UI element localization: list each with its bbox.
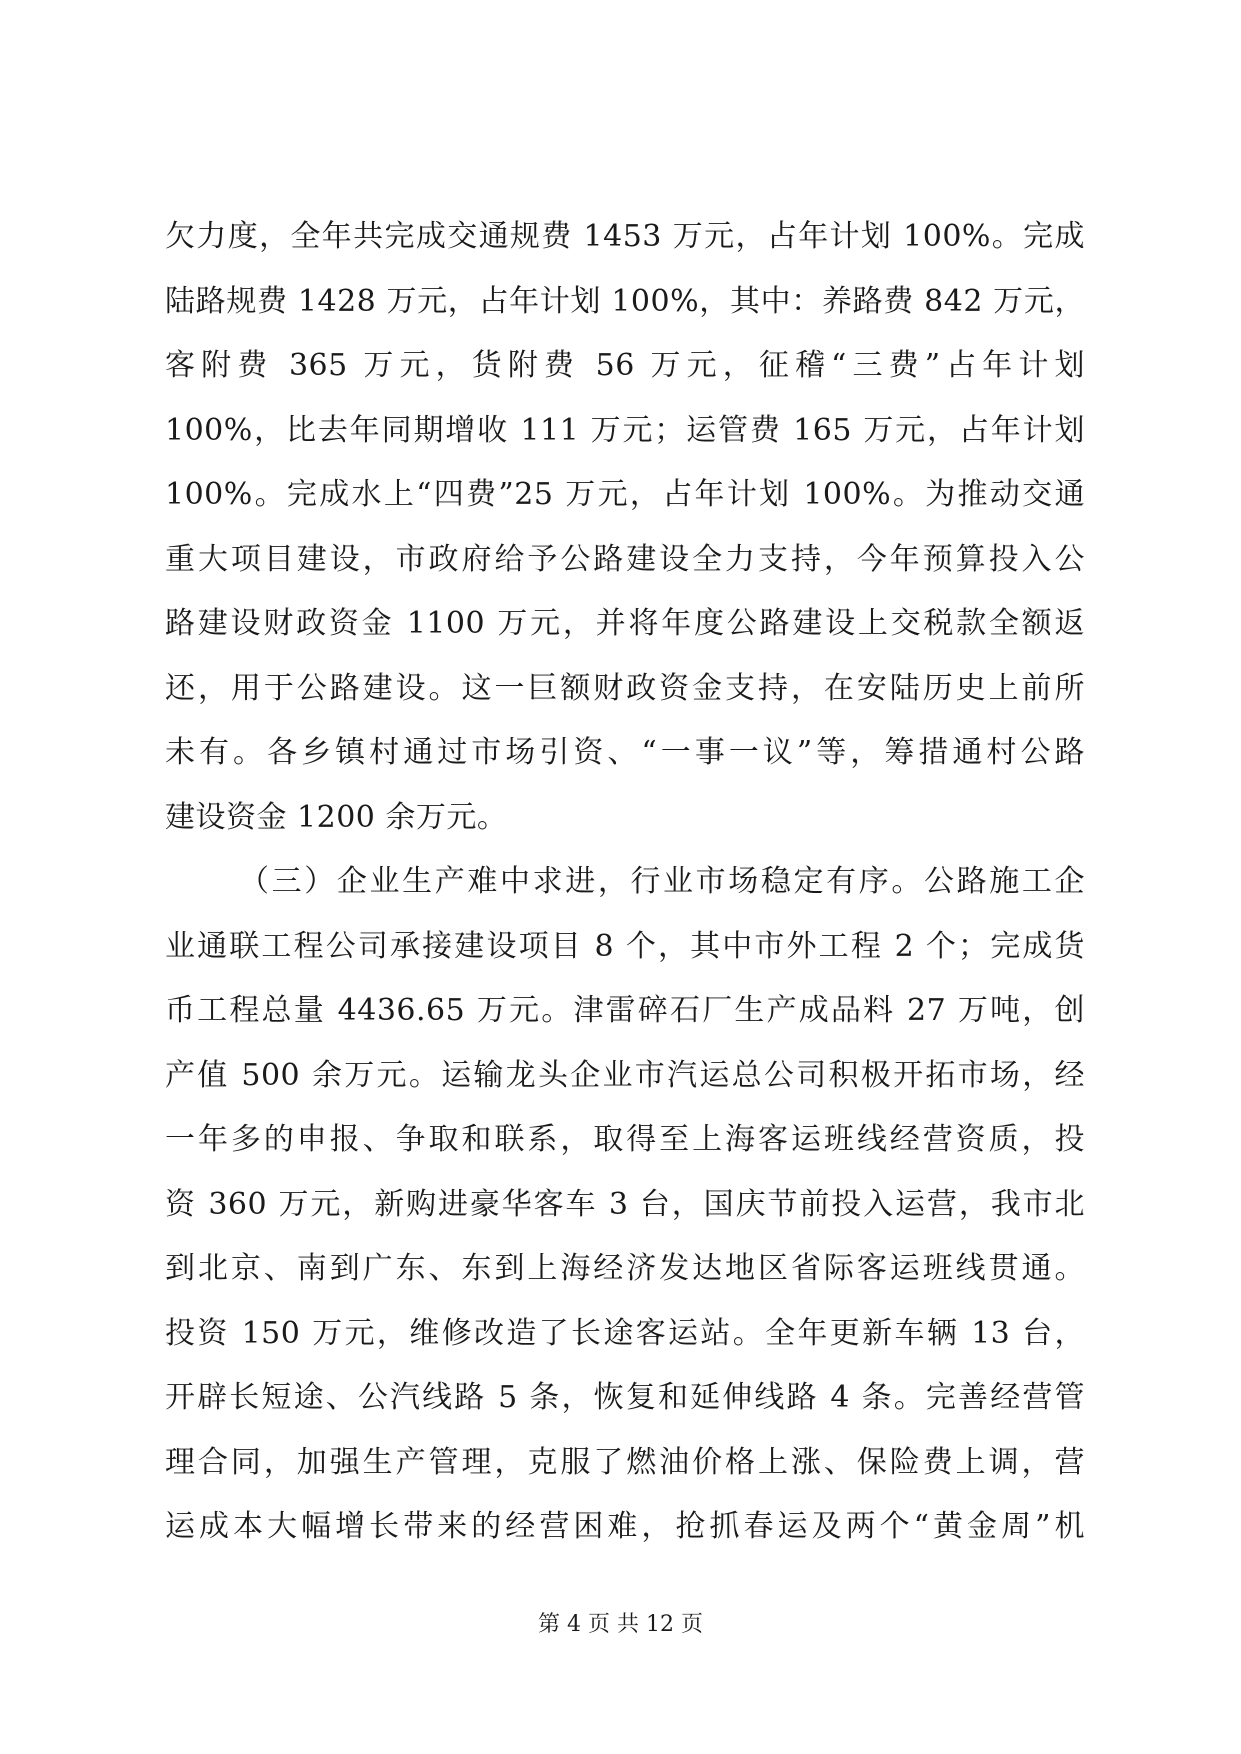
text-line: 开辟长短途、公汽线路 5 条，恢复和延伸线路 4 条。完善经营管 bbox=[165, 1380, 1085, 1415]
text-line: 100%，比去年同期增收 111 万元；运管费 165 万元，占年计划 bbox=[165, 412, 1085, 448]
section-heading-line: （三）企业生产难中求进，行业市场稳定有序。公路施工企 bbox=[239, 864, 1085, 899]
text-line: 产值 500 余万元。运输龙头企业市汽运总公司积极开拓市场，经 bbox=[165, 1057, 1085, 1093]
text-line: 欠力度，全年共完成交通规费 1453 万元，占年计划 100%。完成 bbox=[165, 219, 1085, 254]
text-line-paragraph-end: 建设资金 1200 余万元。 bbox=[165, 799, 508, 835]
text-line: 投资 150 万元，维修改造了长途客运站。全年更新车辆 13 台， bbox=[165, 1315, 1085, 1351]
text-line: 重大项目建设，市政府给予公路建设全力支持，今年预算投入公 bbox=[165, 541, 1085, 577]
text-line: 理合同，加强生产管理，克服了燃油价格上涨、保险费上调，营 bbox=[165, 1444, 1085, 1480]
text-line: 路建设财政资金 1100 万元，并将年度公路建设上交税款全额返 bbox=[165, 606, 1085, 641]
page-number-footer: 第 4 页 共 12 页 bbox=[538, 1612, 703, 1637]
text-line: 到北京、南到广东、东到上海经济发达地区省际客运班线贯通。 bbox=[165, 1251, 1085, 1286]
text-line: 陆路规费 1428 万元，占年计划 100%，其中：养路费 842 万元， bbox=[165, 283, 1085, 319]
text-line: 业通联工程公司承接建设项目 8 个，其中市外工程 2 个；完成货 bbox=[165, 928, 1085, 964]
text-line: 客附费 365 万元，货附费 56 万元，征稽“三费”占年计划 bbox=[165, 348, 1085, 383]
text-line: 一年多的申报、争取和联系，取得至上海客运班线经营资质，投 bbox=[165, 1122, 1085, 1157]
text-line: 币工程总量 4436.65 万元。津雷碎石厂生产成品料 27 万吨，创 bbox=[165, 993, 1085, 1028]
text-line: 100%。完成水上“四费”25 万元，占年计划 100%。为推动交通 bbox=[165, 477, 1085, 512]
text-line: 还，用于公路建设。这一巨额财政资金支持，在安陆历史上前所 bbox=[165, 670, 1085, 706]
text-line: 运成本大幅增长带来的经营困难，抢抓春运及两个“黄金周”机 bbox=[165, 1509, 1085, 1544]
text-line: 未有。各乡镇村通过市场引资、“一事一议”等，筹措通村公路 bbox=[165, 735, 1085, 770]
text-line: 资 360 万元，新购进豪华客车 3 台，国庆节前投入运营，我市北 bbox=[165, 1186, 1085, 1222]
body-text bbox=[165, 205, 1085, 1560]
